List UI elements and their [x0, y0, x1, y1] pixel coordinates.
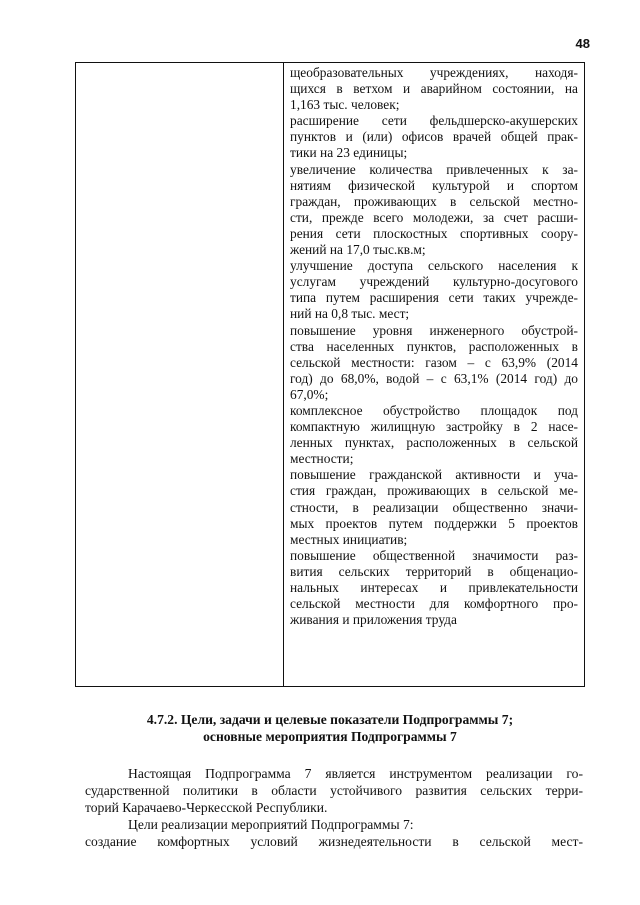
body-text	[85, 765, 583, 850]
table-line: повышение гражданской активности и уча-	[290, 467, 578, 483]
table-line: граждан, проживающих в сельской местно-	[290, 193, 578, 209]
table-left-cell	[76, 63, 284, 686]
table-line: стности, в реализации общественно значи-	[290, 499, 578, 515]
table-line: ленных пунктах, расположенных в сельской	[290, 435, 578, 451]
table-line: вития сельских территорий в общенацио-	[290, 563, 578, 579]
table-line: увеличение количества привлеченных к за-	[290, 161, 578, 177]
table-line: ний на 0,8 тыс. мест;	[290, 306, 410, 322]
table-line: жений на 17,0 тыс.кв.м;	[290, 242, 426, 258]
table-line: комплексное обустройство площадок под	[290, 402, 578, 418]
table-line: тики на 23 единицы;	[290, 145, 408, 161]
table-right-cell	[284, 63, 584, 686]
table-line: рения сети плоскостных спортивных соору-	[290, 225, 578, 241]
table-line: компактную жилищную застройку в 2 насе-	[290, 419, 578, 435]
table-line: стия граждан, проживающих в сельской ме-	[290, 483, 578, 499]
body-line: Настоящая Подпрограмма 7 является инструментом реализации го-	[128, 766, 583, 781]
body-line: торий Карачаево-Черкесской Республики.	[85, 800, 328, 815]
table-line: ства населенных пунктов, расположенных в	[290, 338, 578, 354]
table-line: 1,163 тыс. человек;	[290, 97, 400, 113]
table-line: мых проектов путем поддержки 5 проектов	[290, 515, 578, 531]
table-line: повышение уровня инженерного обустрой-	[290, 322, 578, 338]
goals-table	[75, 62, 585, 687]
body-line: сударственной политики в области устойчивого развития сельских терри-	[85, 783, 583, 798]
table-line: живания и приложения труда	[290, 612, 457, 628]
table-line: сти, прежде всего молодежи, за счет расши-	[290, 209, 578, 225]
body-line: создание комфортных условий жизнедеятельности в сельской мест-	[85, 834, 583, 849]
table-line: расширение сети фельдшерско-акушерских	[290, 113, 578, 129]
table-line: местности;	[290, 451, 354, 467]
table-line: типа путем расширения сети таких учрежде-	[290, 290, 578, 306]
table-line: щеобразовательных учреждениях, находя-	[290, 65, 578, 80]
table-line: нальных интересах и привлекательности	[290, 580, 578, 595]
table-line: услугам учреждений культурно-досугового	[290, 274, 578, 290]
table-line: повышение общественной значимости раз-	[290, 547, 578, 563]
table-line: сельской местности: газом – с 63,9% (2014	[290, 354, 578, 370]
body-line: Цели реализации мероприятий Подпрограммы 7:	[128, 817, 414, 832]
table-line: улучшение доступа сельского населения к	[290, 258, 578, 274]
table-line: местных инициатив;	[290, 531, 408, 547]
table-line: год) до 68,0%, водой – с 63,1% (2014 год) до	[290, 370, 578, 386]
table-line: пунктов и (или) офисов врачей общей прак-	[290, 129, 578, 145]
table-line: щихся в ветхом и аварийном состоянии, на	[290, 81, 578, 97]
table-line: 67,0%;	[290, 386, 329, 402]
table-line: нятиям физической культурой и спортом	[290, 177, 578, 193]
section-heading-line-2: основные мероприятия Подпрограммы 7	[203, 729, 457, 744]
section-heading-line-1: 4.7.2. Цели, задачи и целевые показатели Подпрограммы 7;	[146, 712, 514, 727]
table-line: сельской местности для комфортного про-	[290, 596, 578, 612]
page-number: 48	[575, 36, 590, 51]
